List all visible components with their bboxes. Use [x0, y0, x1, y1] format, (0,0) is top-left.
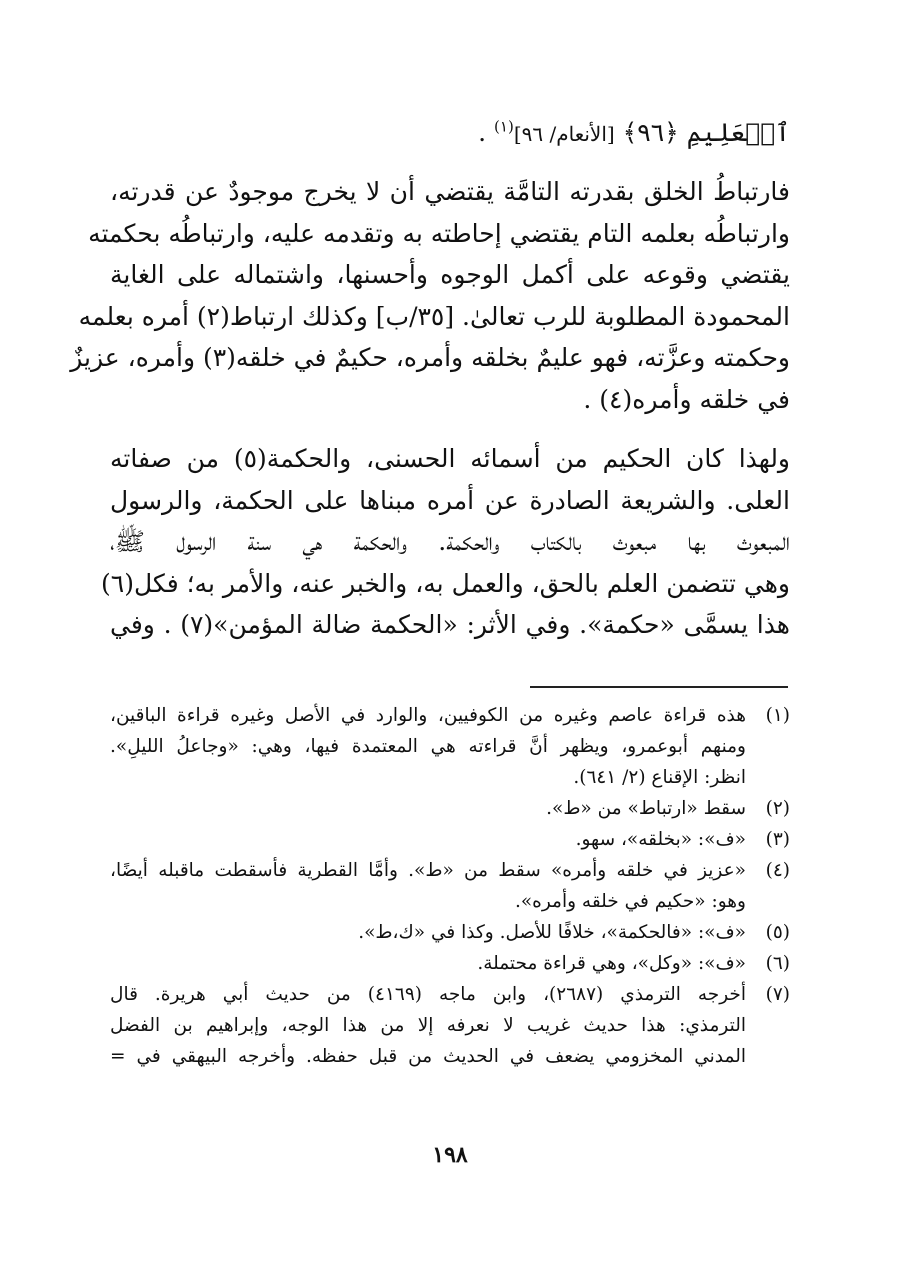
text-line: وارتباطُه بعلمه التام يقتضي إحاطته به وتقدمه عليه، وارتباطُه بحكمته [88, 218, 790, 248]
footnote-text [110, 979, 746, 1072]
footnote-item [110, 979, 790, 1072]
footnotes [110, 700, 790, 1072]
text-line: وحكمته وعزَّته، فهو عليمٌ بخلقه وأمره، حكيمٌ في خلقه(٣) وأمره، عزيزٌ [70, 343, 790, 372]
text-line: ولهذا كان الحكيم من أسمائه الحسنى، والحكمة(٥) من صفاته [110, 444, 791, 473]
footnote-text [110, 793, 746, 824]
footnote-line: سقط «ارتباط» من «ط». [546, 798, 746, 819]
page-number: ١٩٨ [432, 1142, 468, 1168]
footnote-item [110, 793, 790, 824]
footnote-number: (٧) [765, 984, 790, 1005]
footnote-text [110, 917, 746, 948]
footnote-text [110, 700, 746, 793]
text-line: في خلقه وأمره(٤) . [583, 384, 790, 414]
footnote-number: (٦) [765, 953, 790, 974]
footnote-item [110, 917, 790, 948]
footnote-line: هذه قراءة عاصم وغيره من الكوفيين، والوارد في الأصل وغيره قراءة الباقين، [110, 705, 746, 726]
text-line: وهي تتضمن العلم بالحق، والعمل به، والخبر عنه، والأمر به؛ فكل(٦) [101, 568, 790, 598]
footnote-divider [530, 686, 788, 688]
footnote-line: «ف»: «بخلقه»، سهو. [575, 829, 746, 850]
verse-line [110, 112, 790, 155]
text-line: المحمودة المطلوبة للرب تعالىٰ. [٣٥/ب] وكذلك ارتباط(٢) أمره بعلمه [78, 301, 790, 331]
footnote-line: المدني المخزومي يضعف في الحديث من قبل حفظه. وأخرجه البيهقي في = [110, 1046, 746, 1067]
footnote-item [110, 824, 790, 855]
footnote-number: (٤) [765, 860, 790, 881]
verse-word: ٱلۡعَلِيمِ ﴿٩٦﴾ [622, 118, 790, 147]
footnote-text [110, 948, 746, 979]
footnote-line: انظر: الإقناع (٢/ ٦٤١). [573, 767, 746, 788]
verse-reference: [الأنعام/ ٩٦] [513, 122, 615, 146]
footnote-number: (٥) [765, 922, 790, 943]
footnote-line: أخرجه الترمذي (٢٦٨٧)، وابن ماجه (٤١٦٩) من حديث أبي هريرة. قال [110, 984, 746, 1005]
text-line: يقتضي وقوعه على أكمل الوجوه وأحسنها، واشتماله على الغاية [110, 260, 790, 289]
footnote-line: «ف»: «فالحكمة»، خلافًا للأصل. وكذا في «ك،ط». [358, 922, 746, 943]
footnote-line: وهو: «حكيم في خلقه وأمره». [514, 891, 746, 912]
paragraph-2 [101, 438, 791, 646]
paragraph-1 [70, 171, 790, 420]
footnote-text [110, 824, 746, 855]
footnote-line: «ف»: «وكل»، وهي قراءة محتملة. [477, 953, 746, 974]
footnote-number: (٢) [765, 798, 790, 819]
footnote-line: الترمذي: هذا حديث غريب لا نعرفه إلا من هذا الوجه، وإبراهيم بن الفضل [110, 1015, 746, 1036]
footnote-line: ومنهم أبوعمرو، ويظهر أنَّ قراءته هي المعتمدة فيها، وهي: «وجاعلُ الليلِ». [110, 736, 746, 757]
footnote-item [110, 855, 790, 917]
footnote-marker: (١) [494, 117, 514, 136]
verse-line-end: . [478, 118, 487, 147]
footnote-number: (٣) [765, 829, 790, 850]
text-line: فارتباطُ الخلق بقدرته التامَّة يقتضي أن لا يخرج موجودٌ عن قدرته، [110, 177, 790, 206]
footnote-item [110, 948, 790, 979]
footnote-item [110, 700, 790, 793]
footnote-number: (١) [765, 705, 790, 726]
footnote-text [110, 855, 746, 917]
main-text [70, 112, 791, 664]
text-line: العلى. والشريعة الصادرة عن أمره مبناها على الحكمة، والرسول [110, 485, 790, 515]
text-line: هذا يسمَّى «حكمة». وفي الأثر: «الحكمة ضالة المؤمن»(٧) . وفي [110, 610, 790, 639]
text-line: المبعوث بها مبعوث بالكتاب والحكمة. والحكمة هي سنة الرسول ﷺ، [110, 527, 790, 556]
footnote-line: «عزيز في خلقه وأمره» سقط من «ط». وأمَّا القطرية فأسقطت ماقبله أيضًا، [110, 860, 746, 881]
